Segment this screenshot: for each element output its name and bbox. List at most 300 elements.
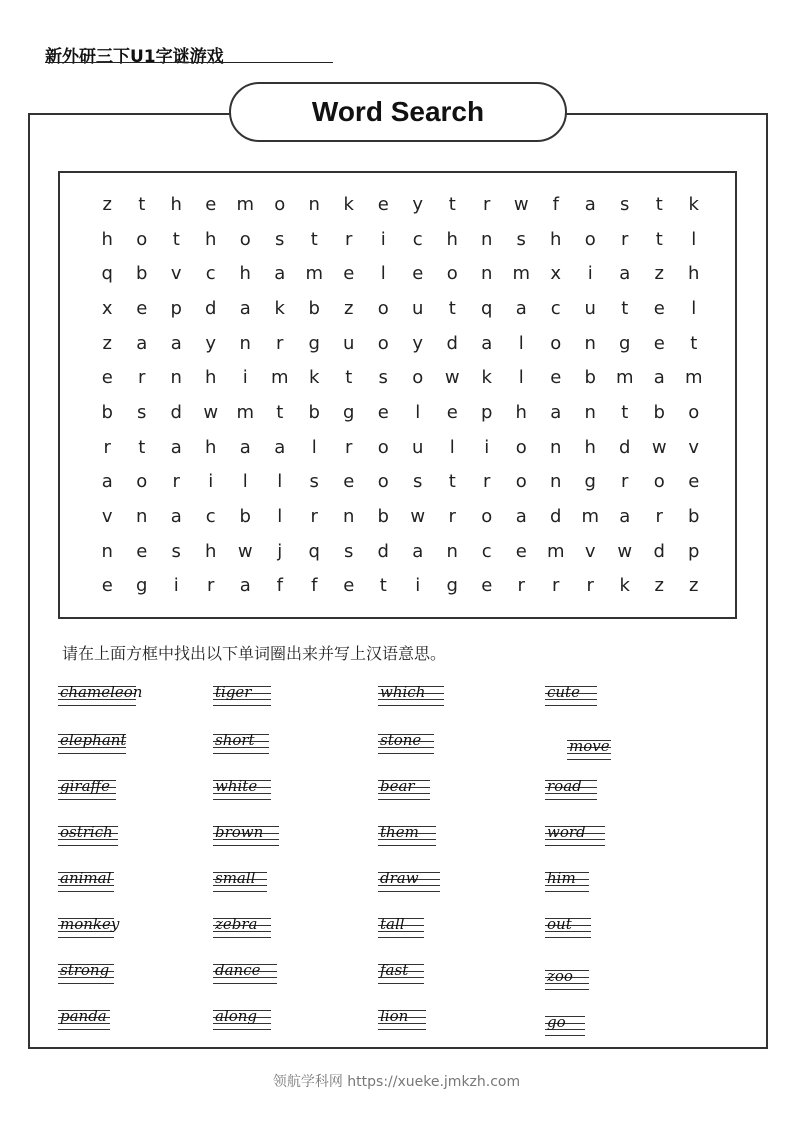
grid-letter[interactable]: a [653, 367, 665, 389]
grid-letter[interactable]: b [308, 401, 320, 423]
grid-letter[interactable]: n [343, 506, 355, 528]
grid-letter[interactable]: y [205, 332, 217, 354]
grid-letter[interactable]: b [136, 263, 148, 285]
grid-row [90, 187, 712, 222]
word-entry [567, 736, 611, 764]
grid-letter[interactable]: e [101, 575, 113, 597]
grid-letter[interactable]: z [102, 332, 112, 354]
grid-letter[interactable]: m [305, 263, 324, 285]
grid-letter[interactable]: m [546, 540, 565, 562]
word-label: word [547, 823, 586, 841]
grid-letter[interactable]: w [651, 436, 667, 458]
grid-letter[interactable]: e [653, 297, 665, 319]
grid-letter[interactable]: g [446, 575, 458, 597]
grid-letter[interactable]: l [242, 471, 248, 493]
grid-letter[interactable]: u [412, 436, 424, 458]
grid-letter[interactable]: w [203, 401, 219, 423]
grid-letter[interactable]: t [310, 228, 318, 250]
grid-row [90, 569, 712, 604]
word-label: panda [60, 1007, 107, 1025]
word-label: tall [380, 915, 405, 933]
word-entry [378, 914, 424, 942]
grid-letter[interactable]: o [274, 193, 286, 215]
grid-letter[interactable]: e [136, 540, 148, 562]
word-entry [378, 822, 436, 850]
grid-letter[interactable]: a [619, 263, 631, 285]
grid-letter[interactable]: s [344, 540, 354, 562]
grid-letter[interactable]: e [377, 193, 389, 215]
grid-letter[interactable]: m [236, 193, 255, 215]
grid-letter[interactable]: l [518, 332, 524, 354]
grid-letter[interactable]: n [308, 193, 320, 215]
grid-letter[interactable]: h [205, 367, 217, 389]
grid-letter[interactable]: d [170, 401, 182, 423]
word-entry [378, 960, 424, 988]
grid-letter[interactable]: p [481, 401, 493, 423]
grid-letter[interactable]: r [621, 228, 629, 250]
grid-letter[interactable]: s [620, 193, 630, 215]
grid-letter[interactable]: n [584, 401, 596, 423]
grid-letter[interactable]: w [513, 193, 529, 215]
grid-letter[interactable]: f [552, 193, 559, 215]
grid-letter[interactable]: r [621, 471, 629, 493]
grid-letter[interactable]: l [691, 297, 697, 319]
grid-letter[interactable]: o [377, 332, 389, 354]
grid-letter[interactable]: o [377, 436, 389, 458]
grid-letter[interactable]: e [481, 575, 493, 597]
word-entry [213, 822, 279, 850]
grid-letter[interactable]: r [138, 367, 146, 389]
grid-letter[interactable]: h [205, 540, 217, 562]
grid-letter[interactable]: t [138, 436, 146, 458]
word-label: along [215, 1007, 258, 1025]
word-entry [545, 682, 597, 710]
grid-letter[interactable]: e [343, 471, 355, 493]
grid-letter[interactable]: d [653, 540, 665, 562]
grid-letter[interactable]: m [615, 367, 634, 389]
grid-letter[interactable]: z [689, 575, 699, 597]
grid-letter[interactable]: t [379, 575, 387, 597]
word-entry [58, 822, 118, 850]
grid-letter[interactable]: i [208, 471, 214, 493]
grid-letter[interactable]: l [311, 436, 317, 458]
word-entry [213, 914, 271, 942]
word-label: strong [60, 961, 110, 979]
grid-letter[interactable]: m [270, 367, 289, 389]
grid-letter[interactable]: b [688, 506, 700, 528]
grid-letter[interactable]: a [412, 540, 424, 562]
grid-letter[interactable]: u [343, 332, 355, 354]
grid-letter[interactable]: c [481, 540, 492, 562]
word-label: elephant [60, 731, 127, 749]
grid-letter[interactable]: a [515, 297, 527, 319]
grid-letter[interactable]: i [484, 436, 490, 458]
grid-letter[interactable]: g [584, 471, 596, 493]
grid-letter[interactable]: r [586, 575, 594, 597]
word-label: them [380, 823, 419, 841]
grid-letter[interactable]: a [170, 506, 182, 528]
grid-letter[interactable]: o [446, 263, 458, 285]
grid-letter[interactable]: t [621, 401, 629, 423]
grid-row [90, 465, 712, 500]
grid-letter[interactable]: s [413, 471, 423, 493]
grid-letter[interactable]: k [343, 193, 354, 215]
grid-letter[interactable]: t [690, 332, 698, 354]
word-entry [58, 682, 143, 710]
grid-row [90, 534, 712, 569]
grid-letter[interactable]: e [136, 297, 148, 319]
grid-letter[interactable]: w [410, 506, 426, 528]
grid-letter[interactable]: v [101, 506, 113, 528]
grid-letter[interactable]: t [276, 401, 284, 423]
grid-letter[interactable]: p [170, 297, 182, 319]
grid-letter[interactable]: k [688, 193, 699, 215]
grid-letter[interactable]: a [481, 332, 493, 354]
grid-letter[interactable]: o [412, 367, 424, 389]
grid-letter[interactable]: a [239, 297, 251, 319]
grid-letter[interactable]: o [515, 436, 527, 458]
grid-letter[interactable]: i [587, 263, 593, 285]
grid-letter[interactable]: z [654, 263, 664, 285]
title-badge [229, 82, 567, 142]
grid-letter[interactable]: a [584, 193, 596, 215]
grid-letter[interactable]: z [344, 297, 354, 319]
grid-row [90, 291, 712, 326]
grid-row [90, 326, 712, 361]
grid-letter[interactable]: n [550, 471, 562, 493]
grid-letter[interactable]: r [276, 332, 284, 354]
grid-letter[interactable]: r [483, 193, 491, 215]
word-entry [213, 682, 271, 710]
grid-letter[interactable]: r [552, 575, 560, 597]
grid-letter[interactable]: v [170, 263, 182, 285]
grid-letter[interactable]: w [444, 367, 460, 389]
grid-letter[interactable]: a [239, 436, 251, 458]
grid-letter[interactable]: n [136, 506, 148, 528]
word-label: go [547, 1013, 566, 1031]
word-entry [213, 776, 271, 804]
grid-letter[interactable]: k [274, 297, 285, 319]
word-label: white [215, 777, 258, 795]
grid-letter[interactable]: c [205, 263, 216, 285]
grid-letter[interactable]: g [619, 332, 631, 354]
grid-letter[interactable]: u [412, 297, 424, 319]
word-label: giraffe [60, 777, 111, 795]
grid-letter[interactable]: d [446, 332, 458, 354]
grid-letter[interactable]: o [481, 506, 493, 528]
grid-letter[interactable]: s [137, 401, 147, 423]
grid-letter[interactable]: n [584, 332, 596, 354]
grid-letter[interactable]: e [343, 575, 355, 597]
header-underline [45, 62, 333, 63]
grid-letter[interactable]: i [415, 575, 421, 597]
grid-letter[interactable]: l [415, 401, 421, 423]
instruction-text: 请在上面方框中找出以下单词圈出来并写上汉语意思。 [62, 644, 447, 663]
grid-letter[interactable]: i [242, 367, 248, 389]
grid-letter[interactable]: l [380, 263, 386, 285]
grid-letter[interactable]: h [688, 263, 700, 285]
word-entry [545, 776, 597, 804]
grid-letter[interactable]: o [136, 228, 148, 250]
grid-letter[interactable]: i [173, 575, 179, 597]
grid-letter[interactable]: m [684, 367, 703, 389]
grid-letter[interactable]: h [446, 228, 458, 250]
grid-letter[interactable]: o [550, 332, 562, 354]
grid-letter[interactable]: j [277, 540, 283, 562]
grid-letter[interactable]: b [101, 401, 113, 423]
grid-letter[interactable]: o [515, 471, 527, 493]
word-label: animal [60, 869, 112, 887]
word-entry [545, 914, 591, 942]
grid-letter[interactable]: o [377, 297, 389, 319]
grid-letter[interactable]: o [688, 401, 700, 423]
word-entry [378, 682, 444, 710]
grid-letter[interactable]: r [345, 436, 353, 458]
grid-letter[interactable]: t [448, 193, 456, 215]
grid-letter[interactable]: d [619, 436, 631, 458]
grid-letter[interactable]: r [517, 575, 525, 597]
word-label: short [215, 731, 255, 749]
word-entry [378, 1006, 426, 1034]
grid-letter[interactable]: a [136, 332, 148, 354]
word-entry [213, 1006, 271, 1034]
grid-letter[interactable]: e [343, 263, 355, 285]
grid-letter[interactable]: d [205, 297, 217, 319]
grid-letter[interactable]: s [378, 367, 388, 389]
word-label: small [215, 869, 256, 887]
word-entry [545, 868, 589, 896]
grid-letter[interactable]: y [412, 193, 424, 215]
grid-letter[interactable]: t [448, 297, 456, 319]
grid-letter[interactable]: r [483, 471, 491, 493]
grid-letter[interactable]: k [309, 367, 320, 389]
grid-letter[interactable]: t [655, 228, 663, 250]
grid-letter[interactable]: d [550, 506, 562, 528]
grid-letter[interactable]: v [688, 436, 700, 458]
word-label: him [547, 869, 576, 887]
grid-letter[interactable]: q [101, 263, 113, 285]
grid-letter[interactable]: r [345, 228, 353, 250]
grid-letter[interactable]: o [377, 471, 389, 493]
grid-letter[interactable]: a [515, 506, 527, 528]
grid-letter[interactable]: h [515, 401, 527, 423]
grid-letter[interactable]: e [653, 332, 665, 354]
grid-letter[interactable]: x [550, 263, 562, 285]
grid-letter[interactable]: m [236, 401, 255, 423]
word-entry [213, 960, 277, 988]
grid-letter[interactable]: h [205, 228, 217, 250]
word-label: draw [380, 869, 419, 887]
grid-letter[interactable]: l [518, 367, 524, 389]
grid-letter[interactable]: n [550, 436, 562, 458]
grid-letter[interactable]: r [310, 506, 318, 528]
word-label: monkey [60, 915, 120, 933]
word-label: chameleon [60, 683, 143, 701]
word-search-box [58, 171, 737, 619]
word-entry [378, 868, 440, 896]
grid-letter[interactable]: g [308, 332, 320, 354]
grid-letter[interactable]: b [584, 367, 596, 389]
grid-letter[interactable]: b [308, 297, 320, 319]
grid-letter[interactable]: s [275, 228, 285, 250]
grid-letter[interactable]: l [691, 228, 697, 250]
grid-letter[interactable]: h [170, 193, 182, 215]
word-label: brown [215, 823, 264, 841]
grid-row [90, 256, 712, 291]
word-label: zebra [215, 915, 258, 933]
grid-letter[interactable]: e [446, 401, 458, 423]
letter-grid [90, 187, 712, 603]
grid-row [90, 222, 712, 257]
word-label: bear [380, 777, 415, 795]
grid-letter[interactable]: p [688, 540, 700, 562]
grid-letter[interactable]: g [136, 575, 148, 597]
grid-letter[interactable]: v [584, 540, 596, 562]
grid-letter[interactable]: e [205, 193, 217, 215]
grid-letter[interactable]: h [205, 436, 217, 458]
grid-letter[interactable]: r [655, 506, 663, 528]
grid-letter[interactable]: y [412, 332, 424, 354]
grid-letter[interactable]: t [138, 193, 146, 215]
word-label: cute [547, 683, 580, 701]
grid-letter[interactable]: n [446, 540, 458, 562]
word-label: lion [380, 1007, 409, 1025]
grid-letter[interactable]: n [481, 263, 493, 285]
grid-letter[interactable]: o [653, 471, 665, 493]
grid-letter[interactable]: m [581, 506, 600, 528]
word-label: dance [215, 961, 261, 979]
grid-letter[interactable]: a [274, 436, 286, 458]
word-entry [213, 730, 269, 758]
word-label: zoo [547, 967, 573, 985]
grid-letter[interactable]: c [205, 506, 216, 528]
grid-letter[interactable]: e [550, 367, 562, 389]
word-label: fast [380, 961, 409, 979]
grid-letter[interactable]: l [277, 506, 283, 528]
word-entry [378, 776, 430, 804]
grid-letter[interactable]: h [584, 436, 596, 458]
grid-letter[interactable]: h [239, 263, 251, 285]
grid-letter[interactable]: w [617, 540, 633, 562]
grid-letter[interactable]: x [101, 297, 113, 319]
grid-letter[interactable]: n [101, 540, 113, 562]
word-entry [58, 730, 126, 758]
page-header: 新外研三下U1字谜游戏 [45, 47, 224, 67]
word-label: out [547, 915, 572, 933]
word-label: which [380, 683, 426, 701]
grid-letter[interactable]: n [481, 228, 493, 250]
grid-letter[interactable]: c [412, 228, 423, 250]
grid-row [90, 360, 712, 395]
grid-letter[interactable]: f [276, 575, 283, 597]
grid-letter[interactable]: q [481, 297, 493, 319]
grid-letter[interactable]: a [170, 332, 182, 354]
grid-letter[interactable]: a [101, 471, 113, 493]
grid-row [90, 430, 712, 465]
word-entry [58, 1006, 110, 1034]
grid-letter[interactable]: e [515, 540, 527, 562]
grid-letter[interactable]: t [621, 297, 629, 319]
grid-letter[interactable]: l [277, 471, 283, 493]
grid-letter[interactable]: t [345, 367, 353, 389]
word-entry [545, 966, 589, 994]
grid-letter[interactable]: s [516, 228, 526, 250]
grid-letter[interactable]: e [412, 263, 424, 285]
grid-letter[interactable]: a [550, 401, 562, 423]
grid-letter[interactable]: w [237, 540, 253, 562]
grid-letter[interactable]: b [653, 401, 665, 423]
word-entry [58, 776, 116, 804]
grid-letter[interactable]: s [171, 540, 181, 562]
grid-letter[interactable]: a [274, 263, 286, 285]
grid-letter[interactable]: t [655, 193, 663, 215]
grid-letter[interactable]: b [377, 506, 389, 528]
grid-letter[interactable]: n [239, 332, 251, 354]
grid-letter[interactable]: g [343, 401, 355, 423]
grid-letter[interactable]: z [102, 193, 112, 215]
grid-letter[interactable]: t [172, 228, 180, 250]
word-entry [58, 960, 114, 988]
word-label: tiger [215, 683, 252, 701]
word-label: ostrich [60, 823, 113, 841]
word-entry [545, 822, 605, 850]
grid-letter[interactable]: o [584, 228, 596, 250]
grid-letter[interactable]: e [101, 367, 113, 389]
grid-letter[interactable]: d [377, 540, 389, 562]
word-label: road [547, 777, 582, 795]
grid-letter[interactable]: r [448, 506, 456, 528]
grid-letter[interactable]: s [309, 471, 319, 493]
word-entry [545, 1012, 585, 1040]
word-entry [213, 868, 267, 896]
grid-letter[interactable]: a [170, 436, 182, 458]
grid-letter[interactable]: k [619, 575, 630, 597]
grid-letter[interactable]: r [207, 575, 215, 597]
grid-letter[interactable]: u [584, 297, 596, 319]
grid-letter[interactable]: r [103, 436, 111, 458]
grid-letter[interactable]: e [377, 401, 389, 423]
word-label: move [569, 737, 610, 755]
page-title: Word Search [311, 96, 485, 127]
grid-letter[interactable]: m [512, 263, 531, 285]
grid-letter[interactable]: f [311, 575, 318, 597]
grid-letter[interactable]: o [136, 471, 148, 493]
grid-letter[interactable]: i [380, 228, 386, 250]
grid-letter[interactable]: t [448, 471, 456, 493]
word-entry [378, 730, 434, 758]
word-entry [58, 868, 114, 896]
grid-letter[interactable]: z [654, 575, 664, 597]
grid-letter[interactable]: a [619, 506, 631, 528]
word-entry [58, 914, 120, 942]
grid-row [90, 499, 712, 534]
grid-letter[interactable]: k [481, 367, 492, 389]
grid-letter[interactable]: o [239, 228, 251, 250]
grid-letter[interactable]: c [550, 297, 561, 319]
grid-letter[interactable]: q [308, 540, 320, 562]
grid-letter[interactable]: h [101, 228, 113, 250]
grid-letter[interactable]: l [449, 436, 455, 458]
grid-letter[interactable]: n [170, 367, 182, 389]
grid-row [90, 395, 712, 430]
grid-letter[interactable]: e [688, 471, 700, 493]
grid-letter[interactable]: h [550, 228, 562, 250]
grid-letter[interactable]: r [172, 471, 180, 493]
footer-text: 领航学科网 https://xueke.jmkzh.com [272, 1074, 521, 1090]
grid-letter[interactable]: b [239, 506, 251, 528]
word-label: stone [380, 731, 422, 749]
grid-letter[interactable]: a [239, 575, 251, 597]
